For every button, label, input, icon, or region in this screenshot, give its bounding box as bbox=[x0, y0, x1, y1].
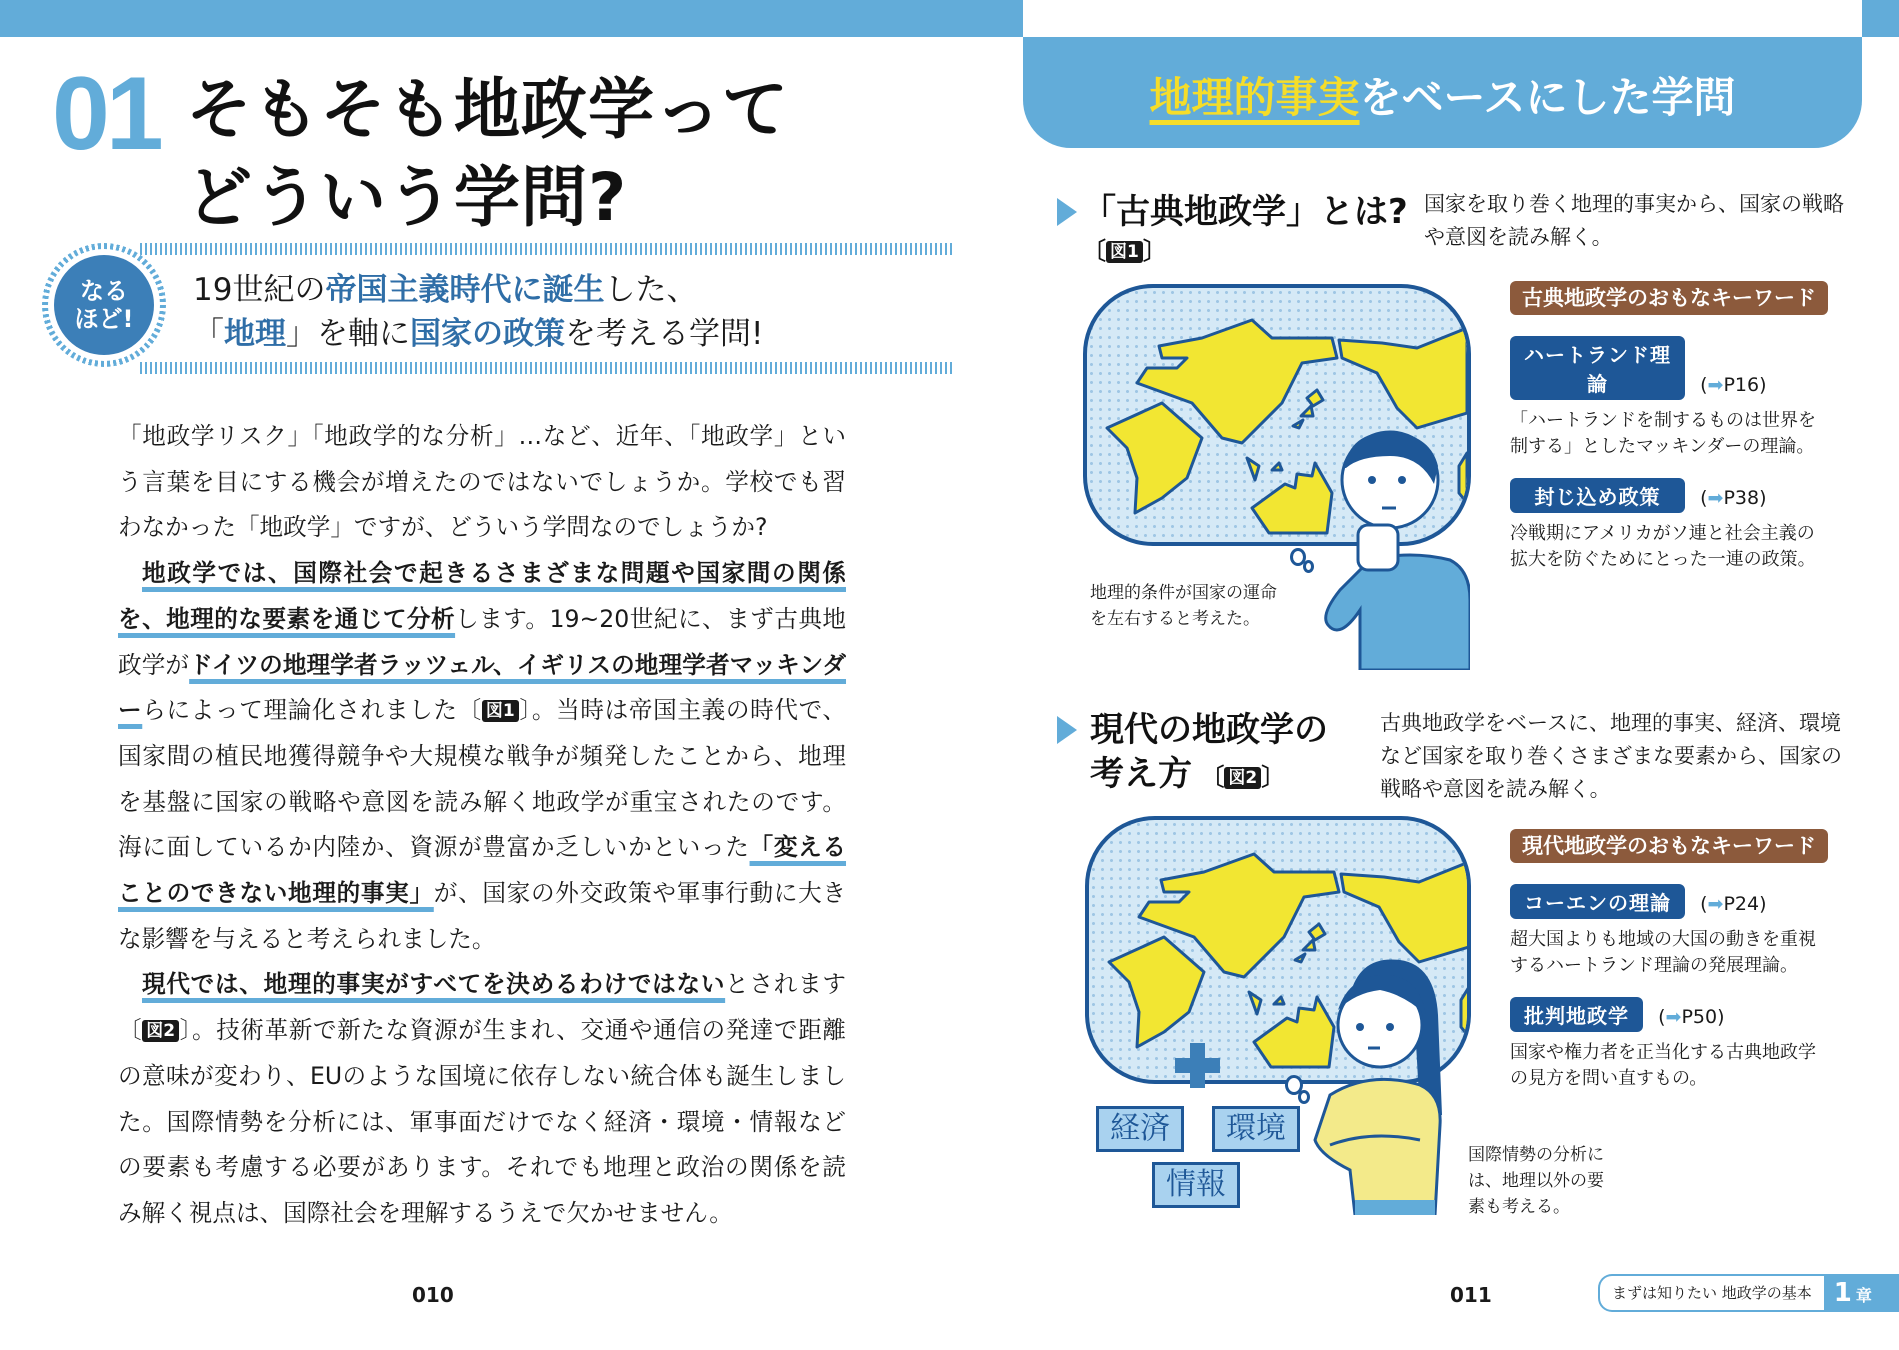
page-reference[interactable]: (➡P38) bbox=[1700, 487, 1767, 509]
page-reference-text: P38 bbox=[1723, 487, 1760, 509]
headline-line-1 bbox=[193, 268, 763, 312]
keyword-panel-2 bbox=[1510, 830, 1830, 1092]
keyword-description: 国家や権力者を正当化する古典地政学の見方を問い直すもの。 bbox=[1510, 1042, 1816, 1089]
keyword-panel-1 bbox=[1510, 282, 1830, 573]
headline-text: 19世紀の bbox=[193, 272, 326, 308]
emphasis: 現代では、地理的事実がすべてを決めるわけではない bbox=[142, 970, 726, 999]
paragraph-2 bbox=[118, 551, 846, 962]
keyword-panel-header: 現代地政学のおもなキーワード bbox=[1510, 829, 1828, 863]
dotted-divider-top bbox=[140, 243, 952, 255]
keyword-tag: ハートランド理論 bbox=[1510, 336, 1685, 400]
text: らによって理論化されました〔 bbox=[142, 696, 482, 725]
summary-headline bbox=[193, 268, 763, 356]
header-rest: をベースにした学問 bbox=[1359, 72, 1736, 122]
arrow-right-icon: ➡ bbox=[1707, 374, 1724, 396]
section-arrow-icon bbox=[1057, 716, 1077, 744]
section2-description: 古典地政学をベースに、地理的事実、経済、環境など国家を取り巻くさまざまな要素から、国家の戦略や意図を読み解く。 bbox=[1380, 711, 1842, 801]
emphasis: 「変えることのできない地理的事実」 bbox=[118, 833, 847, 908]
thought-dot bbox=[1298, 1090, 1310, 1104]
keyword-tag: 封じ込め政策 bbox=[1510, 478, 1685, 513]
naruhodo-line-2: ほど! bbox=[74, 305, 134, 333]
keyword-description: 「ハートランドを制するものは世界を制する」としたマッキンダーの理論。 bbox=[1510, 410, 1816, 457]
section2-title bbox=[1090, 708, 1328, 799]
text: します。19~20世紀に、まず古典地政学が bbox=[118, 604, 846, 679]
chapter-tab-number bbox=[1824, 1274, 1899, 1312]
header-highlight: 地理的事実 bbox=[1149, 72, 1360, 122]
section2-title-line-1: 現代の地政学の bbox=[1090, 710, 1328, 750]
chapter-tab-label: まずは知りたい 地政学の基本 bbox=[1598, 1274, 1824, 1312]
page-reference[interactable]: (➡P24) bbox=[1700, 893, 1767, 915]
top-color-bar-right bbox=[1862, 0, 1899, 37]
headline-text: した、 bbox=[604, 272, 698, 308]
headline-text: を考える学問! bbox=[565, 316, 764, 352]
headline-highlight: 国家の政策 bbox=[410, 316, 565, 352]
page-reference-text: P24 bbox=[1723, 893, 1760, 915]
headline-line-2 bbox=[193, 312, 763, 356]
figure-tag: 図2 bbox=[1224, 767, 1261, 789]
section2-caption: 国際情勢の分析には、地理以外の要素も考える。 bbox=[1468, 1145, 1604, 1217]
keyword-item bbox=[1510, 997, 1830, 1092]
keyword-tag: コーエンの理論 bbox=[1510, 884, 1685, 919]
emphasis: 地政学では、国際社会で起きるさまざまな問題や国家間の関係を、地理的な要素を通じて分析 bbox=[118, 559, 846, 633]
chapter-suffix: 章 bbox=[1855, 1286, 1872, 1305]
headline-highlight: 帝国主義時代に誕生 bbox=[325, 272, 605, 308]
section2-title-line-2: 考え方 〔 図2 〕 bbox=[1090, 754, 1286, 794]
section1-title bbox=[1082, 190, 1408, 268]
page-number-left: 010 bbox=[412, 1283, 454, 1307]
section1-description: 国家を取り巻く地理的事実から、国家の戦略や意図を読み解く。 bbox=[1424, 192, 1844, 249]
chapter-number-text: 1 bbox=[1833, 1278, 1852, 1308]
body-text bbox=[118, 414, 846, 1237]
keyword-description: 冷戦期にアメリカがソ連と社会主義の拡大を防ぐためにとった一連の政策。 bbox=[1510, 523, 1816, 570]
keyword-item bbox=[1510, 336, 1830, 460]
keyword-panel-header: 古典地政学のおもなキーワード bbox=[1510, 281, 1828, 315]
text: 〕。技術革新で新たな資源が生まれ、交通や通信の発達で距離の意味が変わり、EUのような国境に依存しない統合体も誕生しました。国際情勢を分析には、軍事面だけでなく経済・環境・情報などの要素も考慮する必要があります。それでも地理と政治の関係を読み解く視点は、国際社会を理解するうえで欠かせません。 bbox=[118, 1016, 847, 1227]
section1-title-text: 「古典地政学」とは? bbox=[1082, 192, 1408, 232]
text: 〕。当時は帝国主義の時代で、国家間の植民地獲得競争や大規模な戦争が頻発したことから、地理を基盤に国家の戦略や意図を読み解く地政学が重宝されたのです。海に面しているか内陸か、資源が豊富か乏しいかといった bbox=[118, 696, 847, 862]
figure-tag: 図1 bbox=[1106, 241, 1143, 263]
right-page-header bbox=[1023, 37, 1862, 148]
headline-text: 「 bbox=[193, 316, 224, 352]
thinking-man-illustration bbox=[1310, 420, 1470, 670]
factor-box-economy: 経済 bbox=[1096, 1106, 1184, 1152]
page-reference[interactable]: (➡P16) bbox=[1700, 374, 1767, 396]
emphasis: ドイツの地理学者ラッツェル、イギリスの地理学者マッキンダー bbox=[118, 650, 847, 725]
arrow-right-icon: ➡ bbox=[1665, 1006, 1682, 1028]
page-number-right: 011 bbox=[1450, 1283, 1492, 1307]
arrow-right-icon: ➡ bbox=[1707, 893, 1724, 915]
top-color-bar bbox=[0, 0, 1023, 37]
section2-title-text: 考え方 bbox=[1090, 754, 1192, 794]
factor-box-environment: 環境 bbox=[1212, 1106, 1300, 1152]
plus-icon-vertical bbox=[1190, 1043, 1205, 1088]
keyword-item bbox=[1510, 478, 1830, 573]
section1-caption: 地理的条件が国家の運命を左右すると考えた。 bbox=[1090, 583, 1277, 629]
title-line-2: どういう学問? bbox=[186, 159, 628, 236]
section1-fig-ref: 〔 図1 〕 bbox=[1082, 237, 1167, 265]
chapter-tab[interactable] bbox=[1598, 1274, 1899, 1312]
naruhodo-badge bbox=[54, 255, 154, 355]
thinking-woman-illustration bbox=[1310, 955, 1475, 1215]
headline-text: 」を軸に bbox=[286, 316, 410, 352]
dotted-divider-bottom bbox=[140, 362, 952, 374]
text: が、国家の外交政策や軍事行動に大きな影響を与えると考えられました。 bbox=[118, 879, 847, 953]
naruhodo-line-1: なる bbox=[80, 277, 128, 305]
page-reference-text: P16 bbox=[1723, 374, 1760, 396]
keyword-item bbox=[1510, 884, 1830, 979]
page-reference[interactable]: (➡P50) bbox=[1658, 1006, 1725, 1028]
page-reference-text: P50 bbox=[1681, 1006, 1718, 1028]
page-title bbox=[186, 66, 789, 242]
keyword-description: 超大国よりも地域の大国の動きを重視するハートランド理論の発展理論。 bbox=[1510, 929, 1816, 976]
figure-ref-tag: 図1 bbox=[482, 700, 519, 722]
title-line-1: そもそも地政学って bbox=[186, 71, 789, 148]
factor-box-information: 情報 bbox=[1152, 1162, 1240, 1208]
text: とされます〔 bbox=[118, 970, 847, 1045]
arrow-right-icon: ➡ bbox=[1707, 487, 1724, 509]
paragraph-1: 「地政学リスク」「地政学的な分析」…など、近年、「地政学」という言葉を目にする機会が増えたのではないでしょうか。学校でも習わなかった「地政学」ですが、どういう学問なのでしょうか? bbox=[118, 422, 846, 542]
figure-ref-tag: 図2 bbox=[142, 1020, 179, 1042]
section-arrow-icon bbox=[1057, 198, 1077, 226]
keyword-tag: 批判地政学 bbox=[1510, 997, 1643, 1032]
chapter-number: 01 bbox=[52, 56, 160, 172]
paragraph-3 bbox=[118, 962, 846, 1236]
headline-highlight: 地理 bbox=[224, 316, 286, 352]
